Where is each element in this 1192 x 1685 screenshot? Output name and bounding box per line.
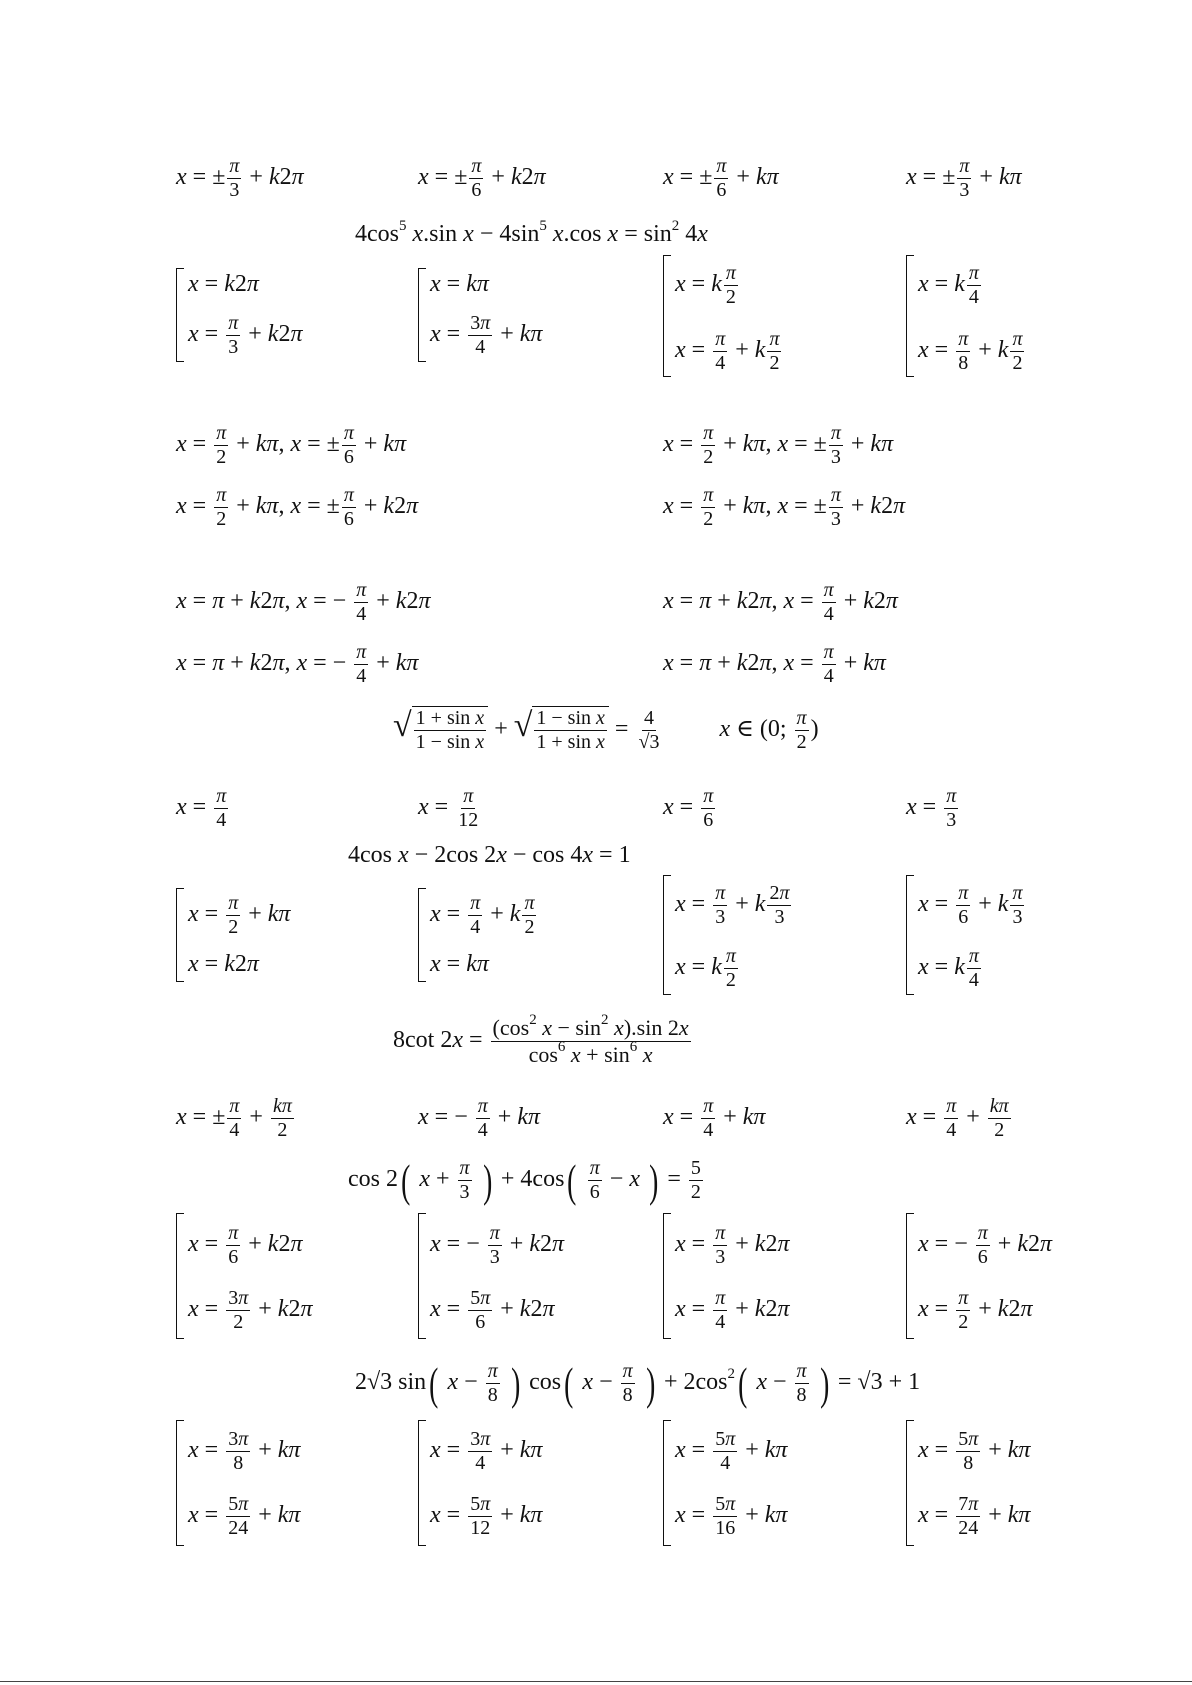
option-7d: x = $\frac{\pi}{4}$ + $\frac{k\pi}{2}$: [906, 1095, 1009, 1141]
option-9b-line1: x = $\frac{3\pi}{4}$ + kπ: [430, 1428, 543, 1474]
option-9d-line2: x = $\frac{7\pi}{24}$ + kπ: [918, 1493, 1031, 1539]
option-3d: x = $\frac{\pi}{2}$ + kπ, x = ± $\frac{\pi}{3}$ + k2π: [663, 484, 906, 530]
option-3b: x = $\frac{\pi}{2}$ + kπ, x = ± $\frac{\pi}{3}$ + kπ: [663, 422, 894, 468]
bracket: [906, 255, 914, 377]
option-6d-line1: x = $\frac{\pi}{6}$ + k $\frac{\pi}{3}$: [918, 882, 1023, 928]
option-7b: x = − $\frac{\pi}{4}$ + kπ: [418, 1095, 540, 1141]
option-8c-line2: x = $\frac{\pi}{4}$ + k2π: [675, 1287, 790, 1333]
option-6b-line1: x = $\frac{\pi}{4}$ + k $\frac{\pi}{2}$: [430, 892, 535, 938]
option-6d-line2: x = k $\frac{\pi}{4}$: [918, 945, 979, 991]
option-2a-line2: x = $\frac{\pi}{3}$ + k2π: [188, 312, 303, 358]
option-2a-line1: x = k2π: [188, 271, 259, 297]
option-8d-line1: x = − $\frac{\pi}{6}$ + k2π: [918, 1222, 1052, 1268]
option-7c: x = $\frac{\pi}{4}$ + kπ: [663, 1095, 766, 1141]
question-5: √ $\frac{\text{1 + sin x}}{\text{1 − sin x}}$ + √ $\frac{\text{1 − sin x}}{\text{1 + sin x}}$ = $\frac{4}{√3}$ x ∈ (0; $\frac{\pi}{2}$ ): [393, 707, 819, 753]
option-2d-line1: x = k $\frac{\pi}{4}$: [918, 262, 979, 308]
option-6b-line2: x = kπ: [430, 951, 489, 977]
bracket: [418, 268, 426, 362]
bracket: [176, 1420, 184, 1546]
option-8a-line2: x = $\frac{3\pi}{2}$ + k2π: [188, 1287, 313, 1333]
option-2c-line1: x = k $\frac{\pi}{2}$: [675, 262, 736, 308]
question-8: cos 2( x + $\frac{\pi}{3}$ ) + 4cos( $\frac{\pi}{6}$ − x ) = $\frac{5}{2}$: [348, 1154, 701, 1206]
bracket: [663, 255, 671, 377]
bracket: [906, 1420, 914, 1546]
option-3c: x = $\frac{\pi}{2}$ + kπ, x = ± $\frac{\pi}{6}$ + k2π: [176, 484, 419, 530]
option-9a-line1: x = $\frac{3\pi}{8}$ + kπ: [188, 1428, 301, 1474]
bracket: [906, 875, 914, 995]
page-bottom-rule: [0, 1681, 1192, 1682]
option-9d-line1: x = $\frac{5\pi}{8}$ + kπ: [918, 1428, 1031, 1474]
option-3a: x = $\frac{\pi}{2}$ + kπ, x = ± $\frac{\pi}{6}$ + kπ: [176, 422, 407, 468]
option-2b-line2: x = $\frac{3\pi}{4}$ + kπ: [430, 312, 543, 358]
option-5d: x = $\frac{\pi}{3}$: [906, 785, 957, 831]
option-9a-line2: x = $\frac{5\pi}{24}$ + kπ: [188, 1493, 301, 1539]
option-9c-line2: x = $\frac{5\pi}{16}$ + kπ: [675, 1493, 788, 1539]
option-4b: x = π + k2π, x = $\frac{\pi}{4}$ + k2π: [663, 579, 898, 625]
question-2: $4\cos^5$ x.sin $x - 4\sin^5$ x.cos $x = \sin^2 4x$: [355, 218, 708, 247]
option-8a-line1: x = $\frac{\pi}{6}$ + k2π: [188, 1222, 303, 1268]
bracket: [418, 1420, 426, 1546]
option-5a: x = $\frac{\pi}{4}$: [176, 785, 227, 831]
option-5c: x = $\frac{\pi}{6}$: [663, 785, 714, 831]
bracket: [418, 888, 426, 982]
bracket: [906, 1213, 914, 1339]
option-9b-line2: x = $\frac{5\pi}{12}$ + kπ: [430, 1493, 543, 1539]
option-2b-line1: x = kπ: [430, 271, 489, 297]
option-4c: x = π + k2π, x = − $\frac{\pi}{4}$ + kπ: [176, 641, 419, 687]
option-4a: x = π + k2π, x = − $\frac{\pi}{4}$ + k2π: [176, 579, 431, 625]
question-6: 4cos x − 2cos 2x − cos 4x = 1: [348, 842, 631, 868]
option-8c-line1: x = $\frac{\pi}{3}$ + k2π: [675, 1222, 790, 1268]
option-2c-line2: x = $\frac{\pi}{4}$ + k $\frac{\pi}{2}$: [675, 328, 780, 374]
question-9: 2√3 sin( x − $\frac{\pi}{8}$ ) cos( x − $\frac{\pi}{8}$ ) + $2\cos^2$( x − $\frac{\pi}{8}$ ) = √3 + 1: [355, 1357, 921, 1409]
option-8b-line2: x = $\frac{5\pi}{6}$ + k2π: [430, 1287, 555, 1333]
option-6c-line2: x = k $\frac{\pi}{2}$: [675, 945, 736, 991]
bracket: [176, 268, 184, 362]
option-6a-line1: x = $\frac{\pi}{2}$ + kπ: [188, 892, 291, 938]
option-6c-line1: x = $\frac{\pi}{3}$ + k $\frac{2\pi}{3}$: [675, 882, 790, 928]
option-8d-line2: x = $\frac{\pi}{2}$ + k2π: [918, 1287, 1033, 1333]
option-4d: x = π + k2π, x = $\frac{\pi}{4}$ + kπ: [663, 641, 886, 687]
option-1b: x = ± $\frac{\pi}{6}$ + k2π: [418, 155, 546, 201]
bracket: [663, 1213, 671, 1339]
bracket: [663, 875, 671, 995]
option-9c-line1: x = $\frac{5\pi}{4}$ + kπ: [675, 1428, 788, 1474]
question-7: 8cot 2x = $\frac{(\cos^2 x - \sin^2 x).\sin 2x}{\cos^6 x + \sin^6 x}$: [393, 1012, 689, 1067]
option-1d: x = ± $\frac{\pi}{3}$ + kπ: [906, 155, 1022, 201]
option-7a: x = ± $\frac{\pi}{4}$ + $\frac{k\pi}{2}$: [176, 1095, 292, 1141]
bracket: [176, 888, 184, 982]
bracket: [176, 1213, 184, 1339]
option-1a: x = ± $\frac{\pi}{3}$ + k2π: [176, 155, 304, 201]
option-1c: x = ± $\frac{\pi}{6}$ + kπ: [663, 155, 779, 201]
option-8b-line1: x = − $\frac{\pi}{3}$ + k2π: [430, 1222, 564, 1268]
bracket: [663, 1420, 671, 1546]
option-2d-line2: x = $\frac{\pi}{8}$ + k $\frac{\pi}{2}$: [918, 328, 1023, 374]
option-6a-line2: x = k2π: [188, 951, 259, 977]
option-5b: x = $\frac{\pi}{12}$: [418, 785, 479, 831]
bracket: [418, 1213, 426, 1339]
